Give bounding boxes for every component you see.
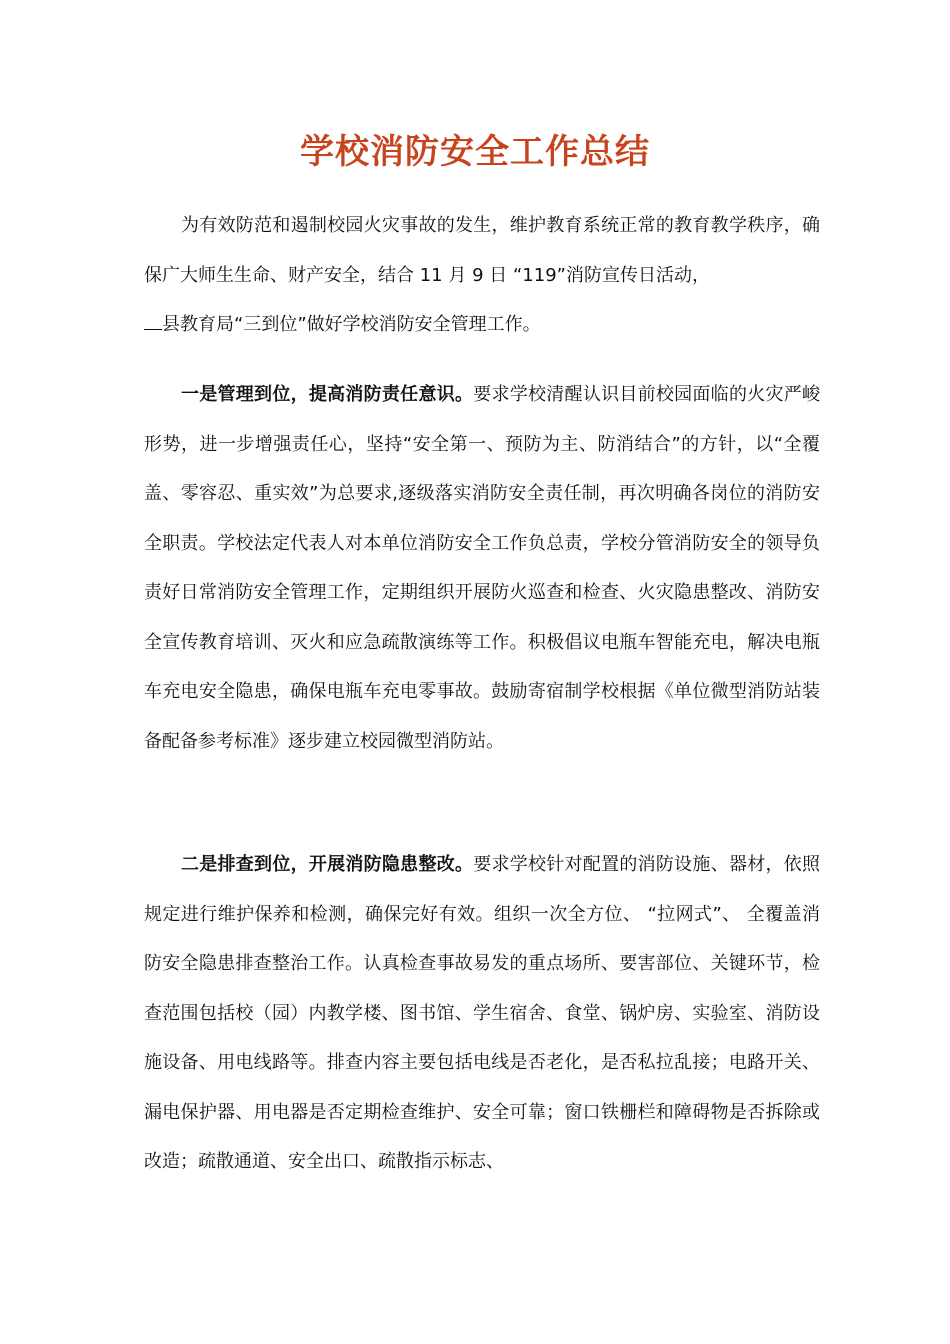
paragraph-body: 要求学校针对配置的消防设施、器材，依照规定进行维护保养和检测，确保完好有效。组织一次全方位、 “拉网式”、 全覆盖消防安全隐患排查整治工作。认真检查事故易发的重点场所、要害部位、关键环节，检查范围包括校（园）内教学楼、图书馆、学生宿舍、食堂、锅炉房、实验室、消防设施设备、用电线路等。排查内容主要包括电线是否老化，是否私拉乱接；电路开关、漏电保护器、用电器是否定期检查维护、安全可靠；窗口铁栅栏和障碍物是否拆除或改造；疏散通道、安全出口、疏散指示标志、: [144, 854, 820, 1172]
paragraph-text: [144, 840, 820, 1187]
intro-text-continued: 县教育局“三到位”做好学校消防安全管理工作。: [162, 314, 541, 335]
page-title: 学校消防安全工作总结: [300, 132, 650, 172]
paragraph-inspection: [144, 840, 820, 1187]
paragraph-lead: 二是排查到位，开展消防隐患整改。: [181, 854, 474, 875]
paragraph-intro: [144, 201, 820, 350]
paragraph-text: [144, 370, 820, 766]
intro-text: 为有效防范和遏制校园火灾事故的发生，维护教育系统正常的教育教学秩序，确保广大师生生命、财产安全，结合 11 月 9 日 “119”消防宣传日活动，: [144, 215, 820, 286]
paragraph-text: [144, 201, 820, 350]
paragraph-management: [144, 370, 820, 766]
paragraph-lead: 一是管理到位，提高消防责任意识。: [181, 384, 474, 405]
paragraph-body: 要求学校清醒认识目前校园面临的火灾严峻形势，进一步增强责任心，坚持“安全第一、预防为主、防消结合”的方针，以“全覆盖、零容忍、重实效”为总要求,逐级落实消防安全责任制，再次明确各岗位的消防安全职责。学校法定代表人对本单位消防安全工作负总责，学校分管消防安全的领导负责好日常消防安全管理工作，定期组织开展防火巡查和检查、火灾隐患整改、消防安全宣传教育培训、灭火和应急疏散演练等工作。积极倡议电瓶车智能充电，解决电瓶车充电安全隐患，确保电瓶车充电零事故。鼓励寄宿制学校根据《单位微型消防站装备配备参考标准》逐步建立校园微型消防站。: [144, 384, 820, 752]
blank-underline: [144, 313, 162, 330]
